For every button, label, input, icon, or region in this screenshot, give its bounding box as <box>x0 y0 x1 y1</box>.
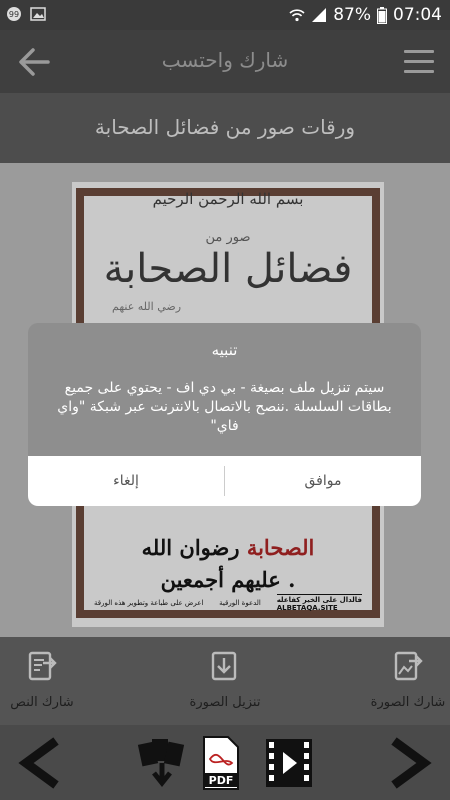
share-image-button[interactable] <box>348 649 450 710</box>
share-text-label: شارك النص <box>10 695 74 710</box>
previous-arrow-icon[interactable] <box>12 737 64 789</box>
svg-text:PDF: PDF <box>208 774 234 787</box>
card-body-text <box>94 532 362 596</box>
card-footer-mid: الدعوة الورقية <box>219 599 261 607</box>
card-footer-left: اعرض على طباعة وتطوير هذه الورقة <box>94 599 204 607</box>
battery-icon <box>377 7 387 24</box>
bottom-nav-bar <box>0 725 450 800</box>
download-cards-icon[interactable] <box>136 735 188 791</box>
card-body-line2: عليهم أجمعين . <box>160 567 296 592</box>
dialog-message: سيتم تنزيل ملف بصيغة - بي دي اف - يحتوي على جميع بطاقات السلسلة .ننصح بالاتصال بالانترنت عبر شبكة "واي فاي" <box>57 380 392 434</box>
share-text-icon <box>25 649 59 683</box>
card-small-title: صور من <box>205 230 251 245</box>
card-footer <box>94 592 362 614</box>
hamburger-menu-icon[interactable] <box>404 50 434 74</box>
section-header <box>0 93 450 163</box>
share-image-label: شارك الصورة <box>370 695 446 710</box>
wifi-icon <box>289 7 305 23</box>
dialog-title: تنبيه <box>211 341 238 359</box>
download-image-label: تنزيل الصورة <box>189 695 261 710</box>
message-icon <box>6 6 22 22</box>
download-image-icon <box>208 649 242 683</box>
clock: 07:04 <box>393 5 442 25</box>
card-main-title: فضائل الصحابة <box>103 246 353 292</box>
share-image-icon <box>391 649 425 683</box>
card-honorific: رضي الله عنهم <box>112 300 182 313</box>
status-bar <box>0 0 450 30</box>
app-bar <box>0 30 450 93</box>
ok-button[interactable]: موافق <box>304 473 342 489</box>
video-icon[interactable] <box>264 735 314 791</box>
dialog-buttons <box>28 456 421 506</box>
card-basmala: بسم الله الرحمن الرحيم <box>152 190 304 208</box>
svg-text:99: 99 <box>8 10 20 19</box>
action-bar <box>0 637 450 725</box>
signal-icon <box>311 7 327 23</box>
alert-dialog <box>28 323 421 506</box>
cancel-button[interactable]: إلغاء <box>113 473 139 489</box>
share-text-button[interactable] <box>0 649 102 710</box>
image-icon <box>30 6 46 22</box>
next-arrow-icon[interactable] <box>386 737 438 789</box>
battery-percent: 87% <box>333 5 371 25</box>
pdf-icon[interactable] <box>200 735 242 791</box>
card-footer-site: فالدال على الخير كفاعله ALBETAQA.SITE <box>276 596 362 612</box>
app-title: شارك واحتسب <box>161 48 289 72</box>
card-body-red: الصحابة <box>246 535 315 560</box>
section-title: ورقات صور من فضائل الصحابة <box>94 115 356 139</box>
download-image-button[interactable] <box>165 649 285 710</box>
card-body-line1: رضوان الله <box>141 535 247 560</box>
